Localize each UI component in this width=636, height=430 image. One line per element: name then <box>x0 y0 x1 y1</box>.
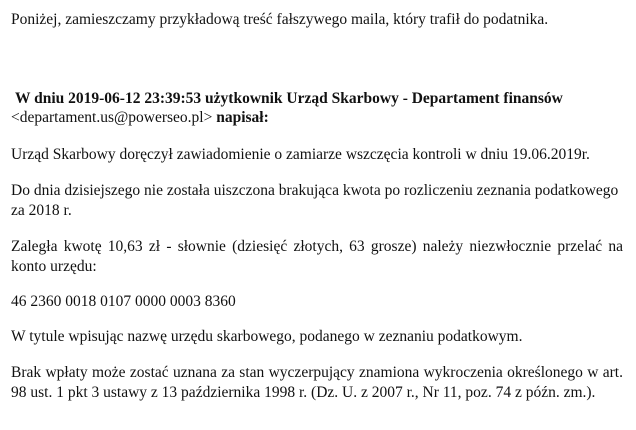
paragraph-control-notice: Urząd Skarbowy doręczył zawiadomienie o zamiarze wszczęcia kontroli w dniu 19.06.2019r. <box>11 146 590 163</box>
paragraph-unpaid-amount: Do dnia dzisiejszego nie została uiszczona brakująca kwota po rozliczeniu zeznania podatkowego za 2018 r. <box>11 182 619 219</box>
paragraph-legal-warning: Brak wpłaty może zostać uznana za stan wyczerpujący znamiona wykroczenia określonego w art. 98 ust. 1 pkt 3 ustawy z 13 października 1998 r. (Dz. U. z 2007 r., Nr 11, poz. 74 z późn. zm.). <box>11 364 623 401</box>
paragraph-payment-request: Zaległa kwotę 10,63 zł - słownie (dziesięć złotych, 63 grosze) należy niezwłocznie przelać na konto urzędu: <box>11 238 623 275</box>
sender-email: <departament.us@powerseo.pl> <box>11 109 213 126</box>
wrote-label: napisał: <box>216 109 269 126</box>
email-header-sender <box>11 108 269 128</box>
bank-account-number: 46 2360 0018 0107 0000 0003 8360 <box>11 293 236 310</box>
intro-text: Poniżej, zamieszczamy przykładową treść fałszywego maila, który trafił do podatnika. <box>11 11 549 28</box>
paragraph-transfer-title: W tytule wpisując nazwę urzędu skarbowego, podanego w zeznaniu podatkowym. <box>11 328 523 345</box>
email-header-line: W dniu 2019-06-12 23:39:53 użytkownik Urząd Skarbowy - Departament finansów <box>15 90 563 107</box>
